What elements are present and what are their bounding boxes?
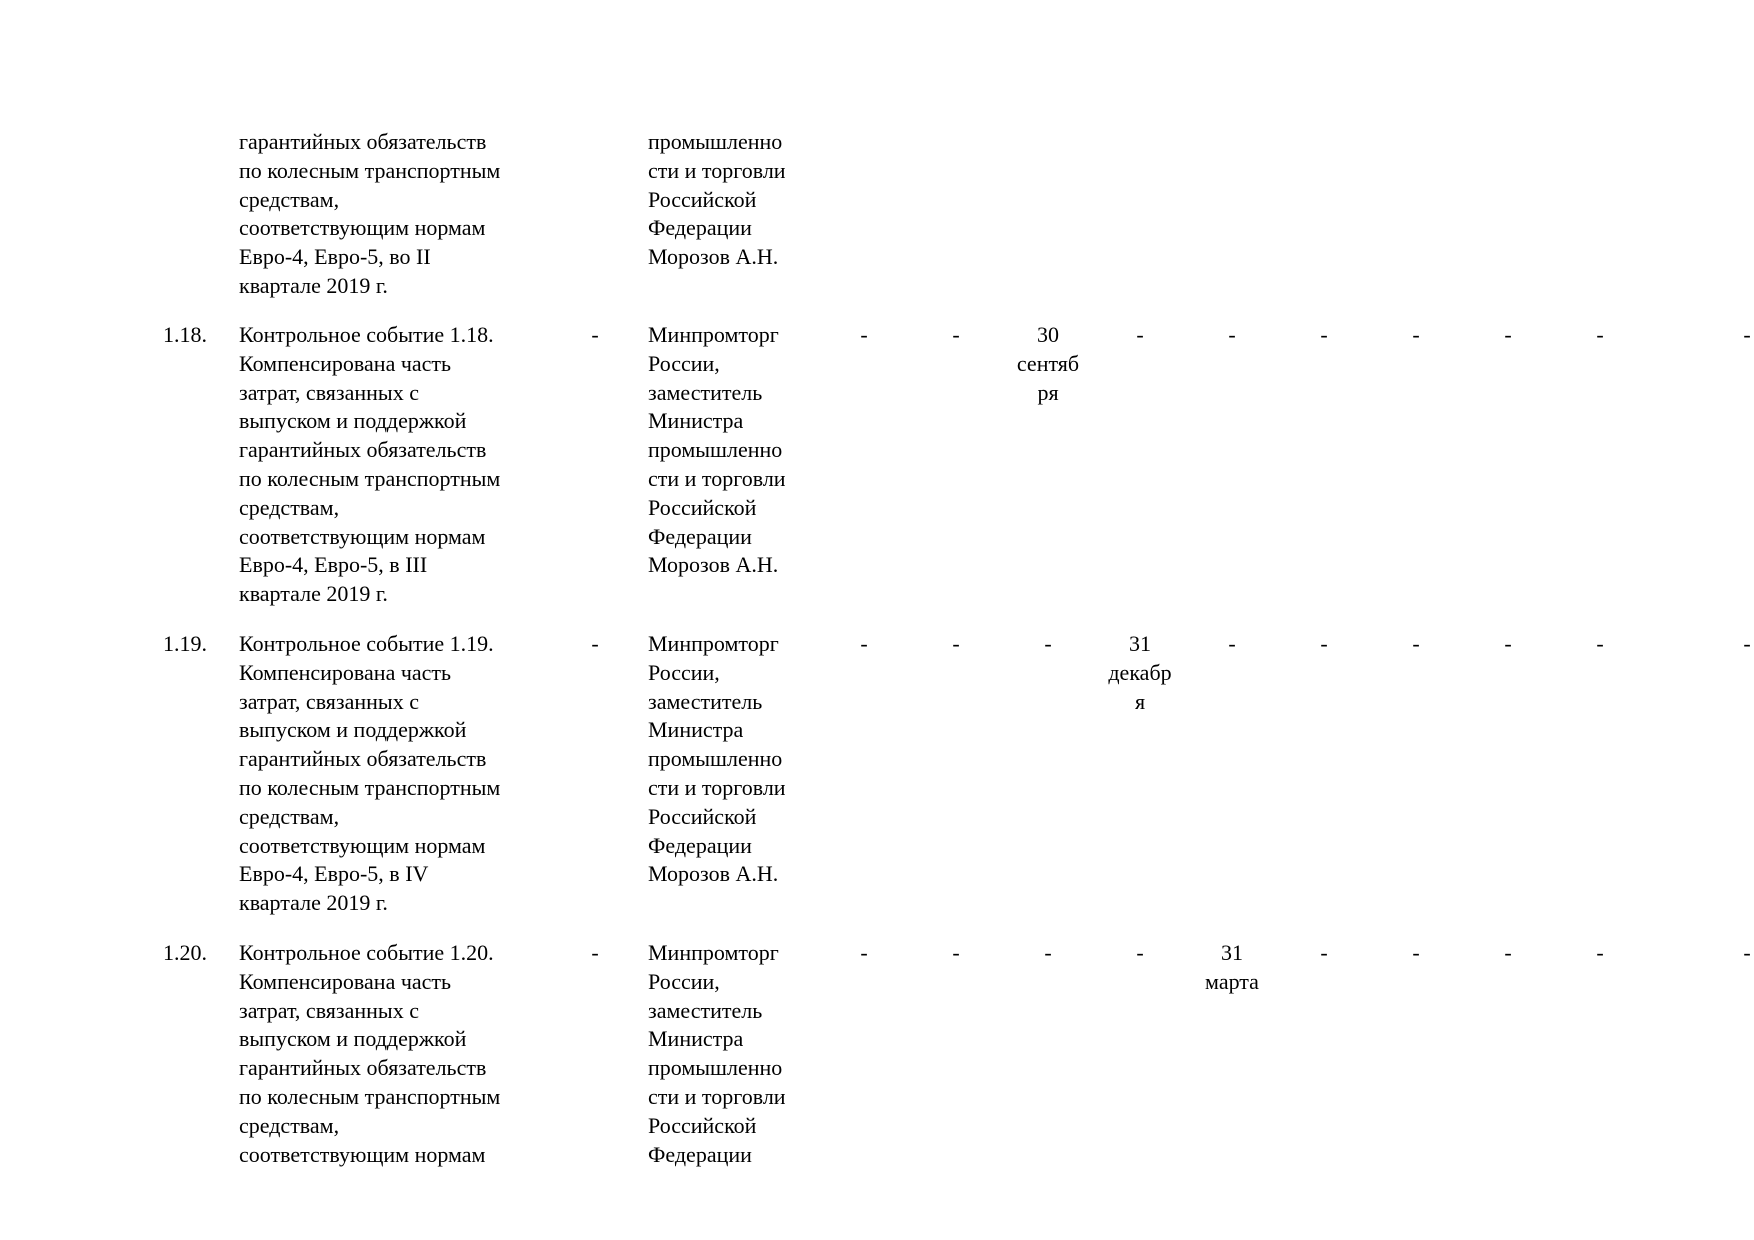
responsible-executor: промышленно сти и торговли Российской Федерации Морозов А.Н. — [648, 129, 786, 270]
date-cell: - — [1412, 322, 1420, 347]
cell-dash: - — [591, 631, 599, 656]
row-number: 1.20. — [163, 940, 207, 965]
date-cell: 30 сентяб ря — [1016, 322, 1080, 405]
event-description: Контрольное событие 1.19. Компенсирована часть затрат, связанных с выпуском и поддержкой гарантийных обязательств по колесным транспортным средствам, соответствующим нормам Евро-4, Евро-5, в IV квартале 2019 г. — [239, 631, 501, 916]
date-cell: - — [1044, 631, 1052, 656]
date-cell: - — [1596, 322, 1604, 347]
cell-dash: - — [591, 322, 599, 347]
cell-dash: - — [591, 940, 599, 965]
responsible-executor: Минпромторг России, заместитель Министра промышленно сти и торговли Российской Федерации — [648, 940, 786, 1167]
date-cell: - — [1743, 631, 1751, 656]
date-cell: - — [1412, 940, 1420, 965]
responsible-executor: Минпромторг России, заместитель Министра промышленно сти и торговли Российской Федерации Морозов А.Н. — [648, 322, 786, 578]
date-cell: - — [1504, 322, 1512, 347]
date-cell: - — [1504, 631, 1512, 656]
date-cell: - — [952, 322, 960, 347]
date-cell: - — [860, 940, 868, 965]
date-cell: - — [1136, 322, 1144, 347]
date-cell: - — [1320, 322, 1328, 347]
date-cell: - — [1504, 940, 1512, 965]
event-description: Контрольное событие 1.18. Компенсирована часть затрат, связанных с выпуском и поддержкой гарантийных обязательств по колесным транспортным средствам, соответствующим нормам Евро-4, Евро-5, в III квартале 2019 г. — [239, 322, 501, 607]
date-cell: - — [952, 631, 960, 656]
date-cell: - — [1044, 940, 1052, 965]
date-cell: - — [1743, 322, 1751, 347]
date-cell: - — [1320, 940, 1328, 965]
date-cell: - — [1136, 940, 1144, 965]
date-cell: 31 марта — [1205, 940, 1259, 994]
responsible-executor: Минпромторг России, заместитель Министра промышленно сти и торговли Российской Федерации Морозов А.Н. — [648, 631, 786, 887]
date-cell: - — [860, 631, 868, 656]
event-description: Контрольное событие 1.20. Компенсирована часть затрат, связанных с выпуском и поддержкой гарантийных обязательств по колесным транспортным средствам, соответствующим нормам — [239, 940, 501, 1167]
date-cell: 31 декабр я — [1108, 631, 1172, 714]
date-cell: - — [1228, 631, 1236, 656]
date-cell: - — [1228, 322, 1236, 347]
date-cell: - — [952, 940, 960, 965]
date-cell: - — [1743, 940, 1751, 965]
date-cell: - — [1596, 631, 1604, 656]
date-cell: - — [1320, 631, 1328, 656]
date-cell: - — [860, 322, 868, 347]
row-number: 1.19. — [163, 631, 207, 656]
date-cell: - — [1412, 631, 1420, 656]
row-number: 1.18. — [163, 322, 207, 347]
date-cell: - — [1596, 940, 1604, 965]
event-description: гарантийных обязательств по колесным транспортным средствам, соответствующим нормам Евро-4, Евро-5, во II квартале 2019 г. — [239, 129, 501, 298]
